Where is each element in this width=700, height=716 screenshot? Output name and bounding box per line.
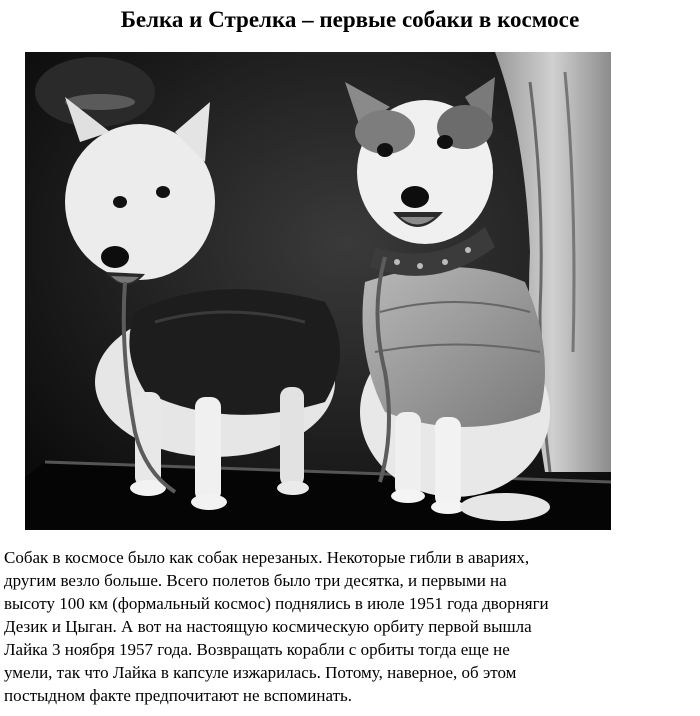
dogs-photo <box>25 52 611 530</box>
page-title: Белка и Стрелка – первые собаки в космосе <box>120 7 580 32</box>
dogs-photo-illustration <box>25 52 611 530</box>
article-body-text: Собак в космосе было как собак нерезаных. Некоторые гибли в авариях, другим везло больше. Всего полетов было три десятка, и первыми на высоту 100 км (формальный космос) поднялись в июле 1951 года дворняги Дезик и Цыган. А вот на настоящую космическую орбиту первой вышла Лайка 3 ноября 1957 года. Возвращать корабли с орбиты тогда еще не умели, так что Лайка в капсуле изжарилась. Потому, наверное, об этом постыдном факте предпочитают не вспоминать. <box>4 548 549 705</box>
